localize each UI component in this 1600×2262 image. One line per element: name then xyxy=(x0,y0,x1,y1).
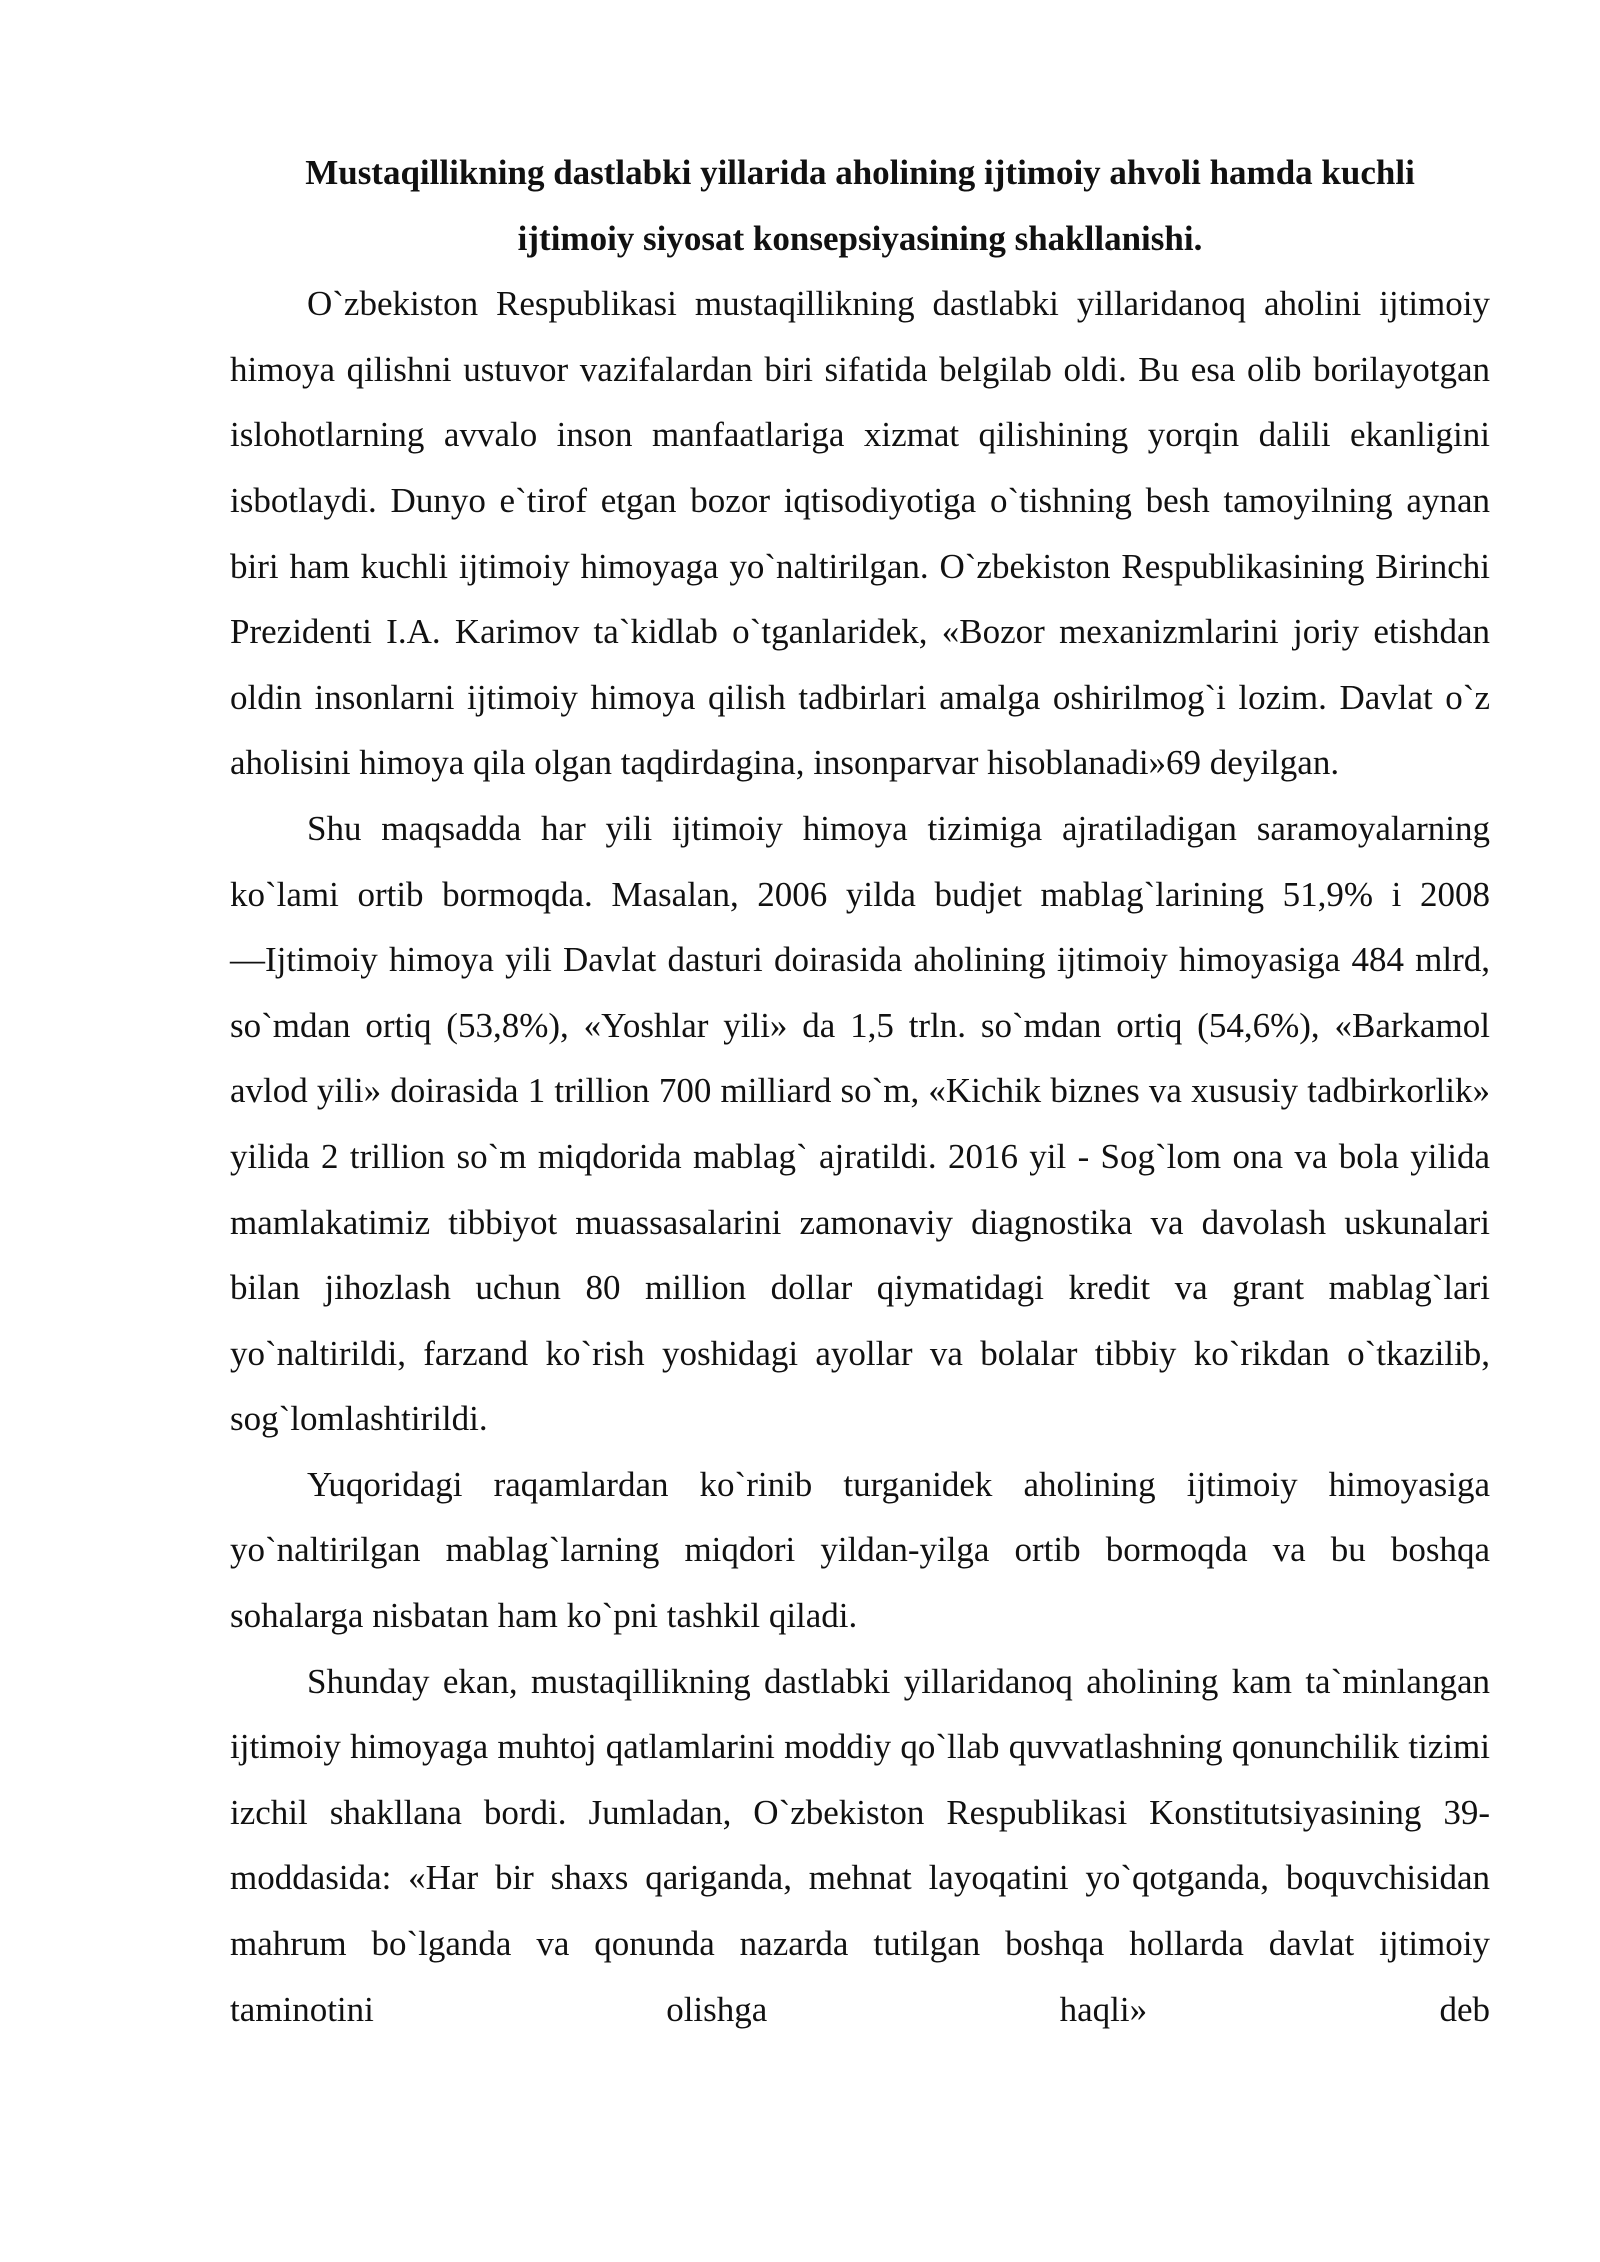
document-title xyxy=(230,140,1490,271)
paragraph-3: Yuqoridagi raqamlardan ko`rinib turganidek aholining ijtimoiy himoyasiga yo`naltirilgan mablag`larning miqdori yildan-yilga ortib bormoqda va bu boshqa sohalarga nisbatan ham ko`pni tashkil qiladi. xyxy=(230,1464,1490,1636)
title-line-2: ijtimoiy siyosat konsepsiyasining shakllanishi. xyxy=(517,218,1203,258)
document-page xyxy=(230,140,1490,2042)
paragraph-1: O`zbekiston Respublikasi mustaqillikning dastlabki yillaridanoq aholini ijtimoiy himoya qilishni ustuvor vazifalardan biri sifatida belgilab oldi. Bu esa olib borilayotgan islohotlarning avvalo inson manfaatlariga xizmat qilishining yorqin dalili ekanligini isbotlaydi. Dunyo e`tirof etgan bozor iqtisodiyotiga o`tishning besh tamoyilning aynan biri ham kuchli ijtimoiy himoyaga yo`naltirilgan. O`zbekiston Respublikasining Birinchi Prezidenti I.A. Karimov ta`kidlab o`tganlaridek, «Bozor mexanizmlarini joriy etishdan oldin insonlarni ijtimoiy himoya qilish tadbirlari amalga oshirilmog`i lozim. Davlat o`z aholisini himoya qila olgan taqdirdagina, insonparvar hisoblanadi»69 deyilgan. xyxy=(230,284,1490,783)
paragraph-4: Shunday ekan, mustaqillikning dastlabki yillaridanoq aholining kam ta`minlangan ijtimoiy himoyaga muhtoj qatlamlarini moddiy qo`llab quvvatlashning qonunchilik tizimi izchil shakllana bordi. Jumladan, O`zbekiston Respublikasi Konstitutsiyasining 39-moddasida: «Har bir shaxs qariganda, mehnat layoqatini yo`qotganda, boquvchisidan mahrum bo`lganda va qonunda nazarda tutilgan boshqa hollarda davlat ijtimoiy taminotini olishga haqli» deb xyxy=(230,1661,1490,2029)
paragraph-2: Shu maqsadda har yili ijtimoiy himoya tizimiga ajratiladigan saramoyalarning ko`lami ortib bormoqda. Masalan, 2006 yilda budjet mablag`larining 51,9% i 2008 ―Ijtimoiy himoya yili Davlat dasturi doirasida aholining ijtimoiy himoyasiga 484 mlrd, so`mdan ortiq (53,8%), «Yoshlar yili» da 1,5 trln. so`mdan ortiq (54,6%), «Barkamol avlod yili» doirasida 1 trillion 700 milliard so`m, «Kichik biznes va xususiy tadbirkorlik» yilida 2 trillion so`m miqdorida mablag` ajratildi. 2016 yil - Sog`lom ona va bola yilida mamlakatimiz tibbiyot muassasalarini zamonaviy diagnostika va davolash uskunalari bilan jihozlash uchun 80 million dollar qiymatidagi kredit va grant mablag`lari yo`naltirildi, farzand ko`rish yoshidagi ayollar va bolalar tibbiy ko`rikdan o`tkazilib, sog`lomlashtirildi. xyxy=(230,808,1490,1439)
title-line-1: Mustaqillikning dastlabki yillarida aholining ijtimoiy ahvoli hamda kuchli xyxy=(305,153,1415,192)
